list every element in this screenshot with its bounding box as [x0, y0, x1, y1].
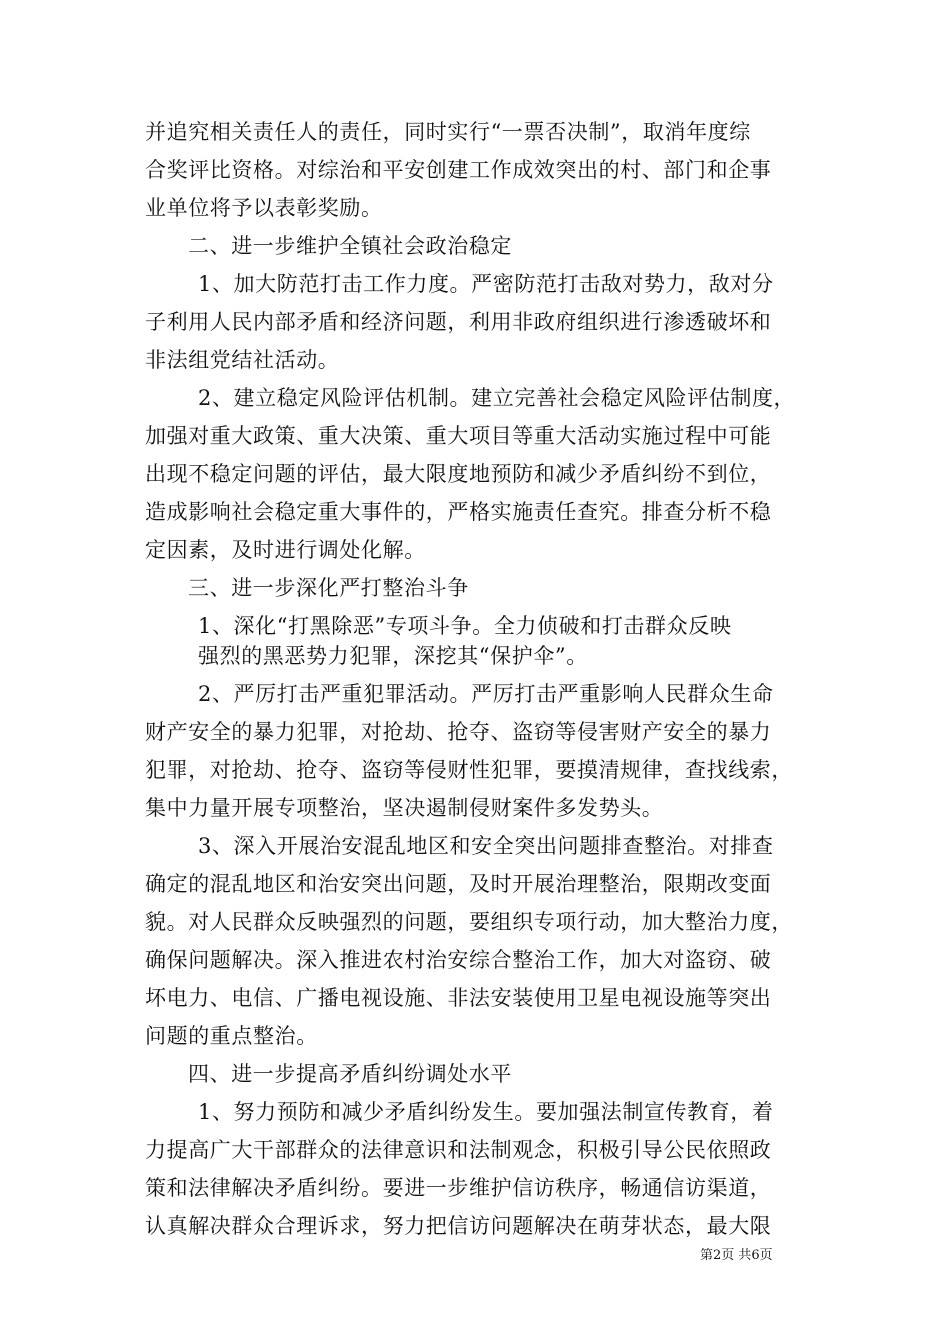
- text-line: 1、深化“打黑除恶”专项斗争。全力侦破和打击群众反映: [198, 614, 732, 638]
- page-number-footer: 第2页 共6页: [700, 1248, 773, 1263]
- text-line: 合奖评比资格。对综治和平安创建工作成效突出的村、部门和企事: [145, 158, 772, 182]
- text-line: 3、深入开展治安混乱地区和安全突出问题排查整治。对排查: [198, 834, 774, 858]
- text-line: 加强对重大政策、重大决策、重大项目等重大活动实施过程中可能: [145, 424, 772, 448]
- text-line: 集中力量开展专项整治，坚决遏制侵财案件多发势头。: [145, 796, 664, 820]
- section-heading: 三、进一步深化严打整治斗争: [188, 576, 469, 600]
- text-line: 犯罪，对抢劫、抢夺、盗窃等侵财性犯罪，要摸清规律，查找线索，: [145, 758, 793, 782]
- text-line: 非法组党结社活动。: [145, 348, 340, 372]
- section-heading: 二、进一步维护全镇社会政治稳定: [188, 234, 512, 258]
- text-line: 强烈的黑恶势力犯罪，深挖其“保护伞”。: [198, 644, 588, 668]
- text-line: 出现不稳定问题的评估，最大限度地预防和减少矛盾纠纷不到位，: [145, 462, 772, 486]
- text-line: 1、加大防范打击工作力度。严密防范打击敌对势力，敌对分: [198, 272, 774, 296]
- text-line: 2、严厉打击严重犯罪活动。严厉打击严重影响人民群众生命: [198, 682, 774, 706]
- text-line: 力提高广大干部群众的法律意识和法制观念，积极引导公民依照政: [145, 1138, 772, 1162]
- text-line: 子利用人民内部矛盾和经济问题，利用非政府组织进行渗透破坏和: [145, 310, 772, 334]
- text-line: 1、努力预防和减少矛盾纠纷发生。要加强法制宣传教育，着: [198, 1100, 774, 1124]
- text-line: 2、建立稳定风险评估机制。建立完善社会稳定风险评估制度，: [198, 386, 796, 410]
- text-line: 策和法律解决矛盾纠纷。要进一步维护信访秩序，畅通信访渠道，: [145, 1176, 772, 1200]
- text-line: 坏电力、电信、广播电视设施、非法安装使用卫星电视设施等突出: [145, 986, 772, 1010]
- text-line: 并追究相关责任人的责任，同时实行“一票否决制”，取消年度综: [145, 120, 751, 144]
- text-line: 确保问题解决。深入推进农村治安综合整治工作，加大对盗窃、破: [145, 948, 772, 972]
- text-line: 定因素，及时进行调处化解。: [145, 538, 426, 562]
- text-line: 问题的重点整治。: [145, 1024, 318, 1048]
- text-line: 貌。对人民群众反映强烈的问题，要组织专项行动，加大整治力度，: [145, 910, 793, 934]
- text-line: 造成影响社会稳定重大事件的，严格实施责任查究。排查分析不稳: [145, 500, 772, 524]
- text-line: 认真解决群众合理诉求，努力把信访问题解决在萌芽状态，最大限: [145, 1214, 772, 1238]
- text-line: 业单位将予以表彰奖励。: [145, 196, 383, 220]
- text-line: 财产安全的暴力犯罪，对抢劫、抢夺、盗窃等侵害财产安全的暴力: [145, 720, 772, 744]
- text-line: 确定的混乱地区和治安突出问题，及时开展治理整治，限期改变面: [145, 872, 772, 896]
- section-heading: 四、进一步提高矛盾纠纷调处水平: [188, 1062, 512, 1086]
